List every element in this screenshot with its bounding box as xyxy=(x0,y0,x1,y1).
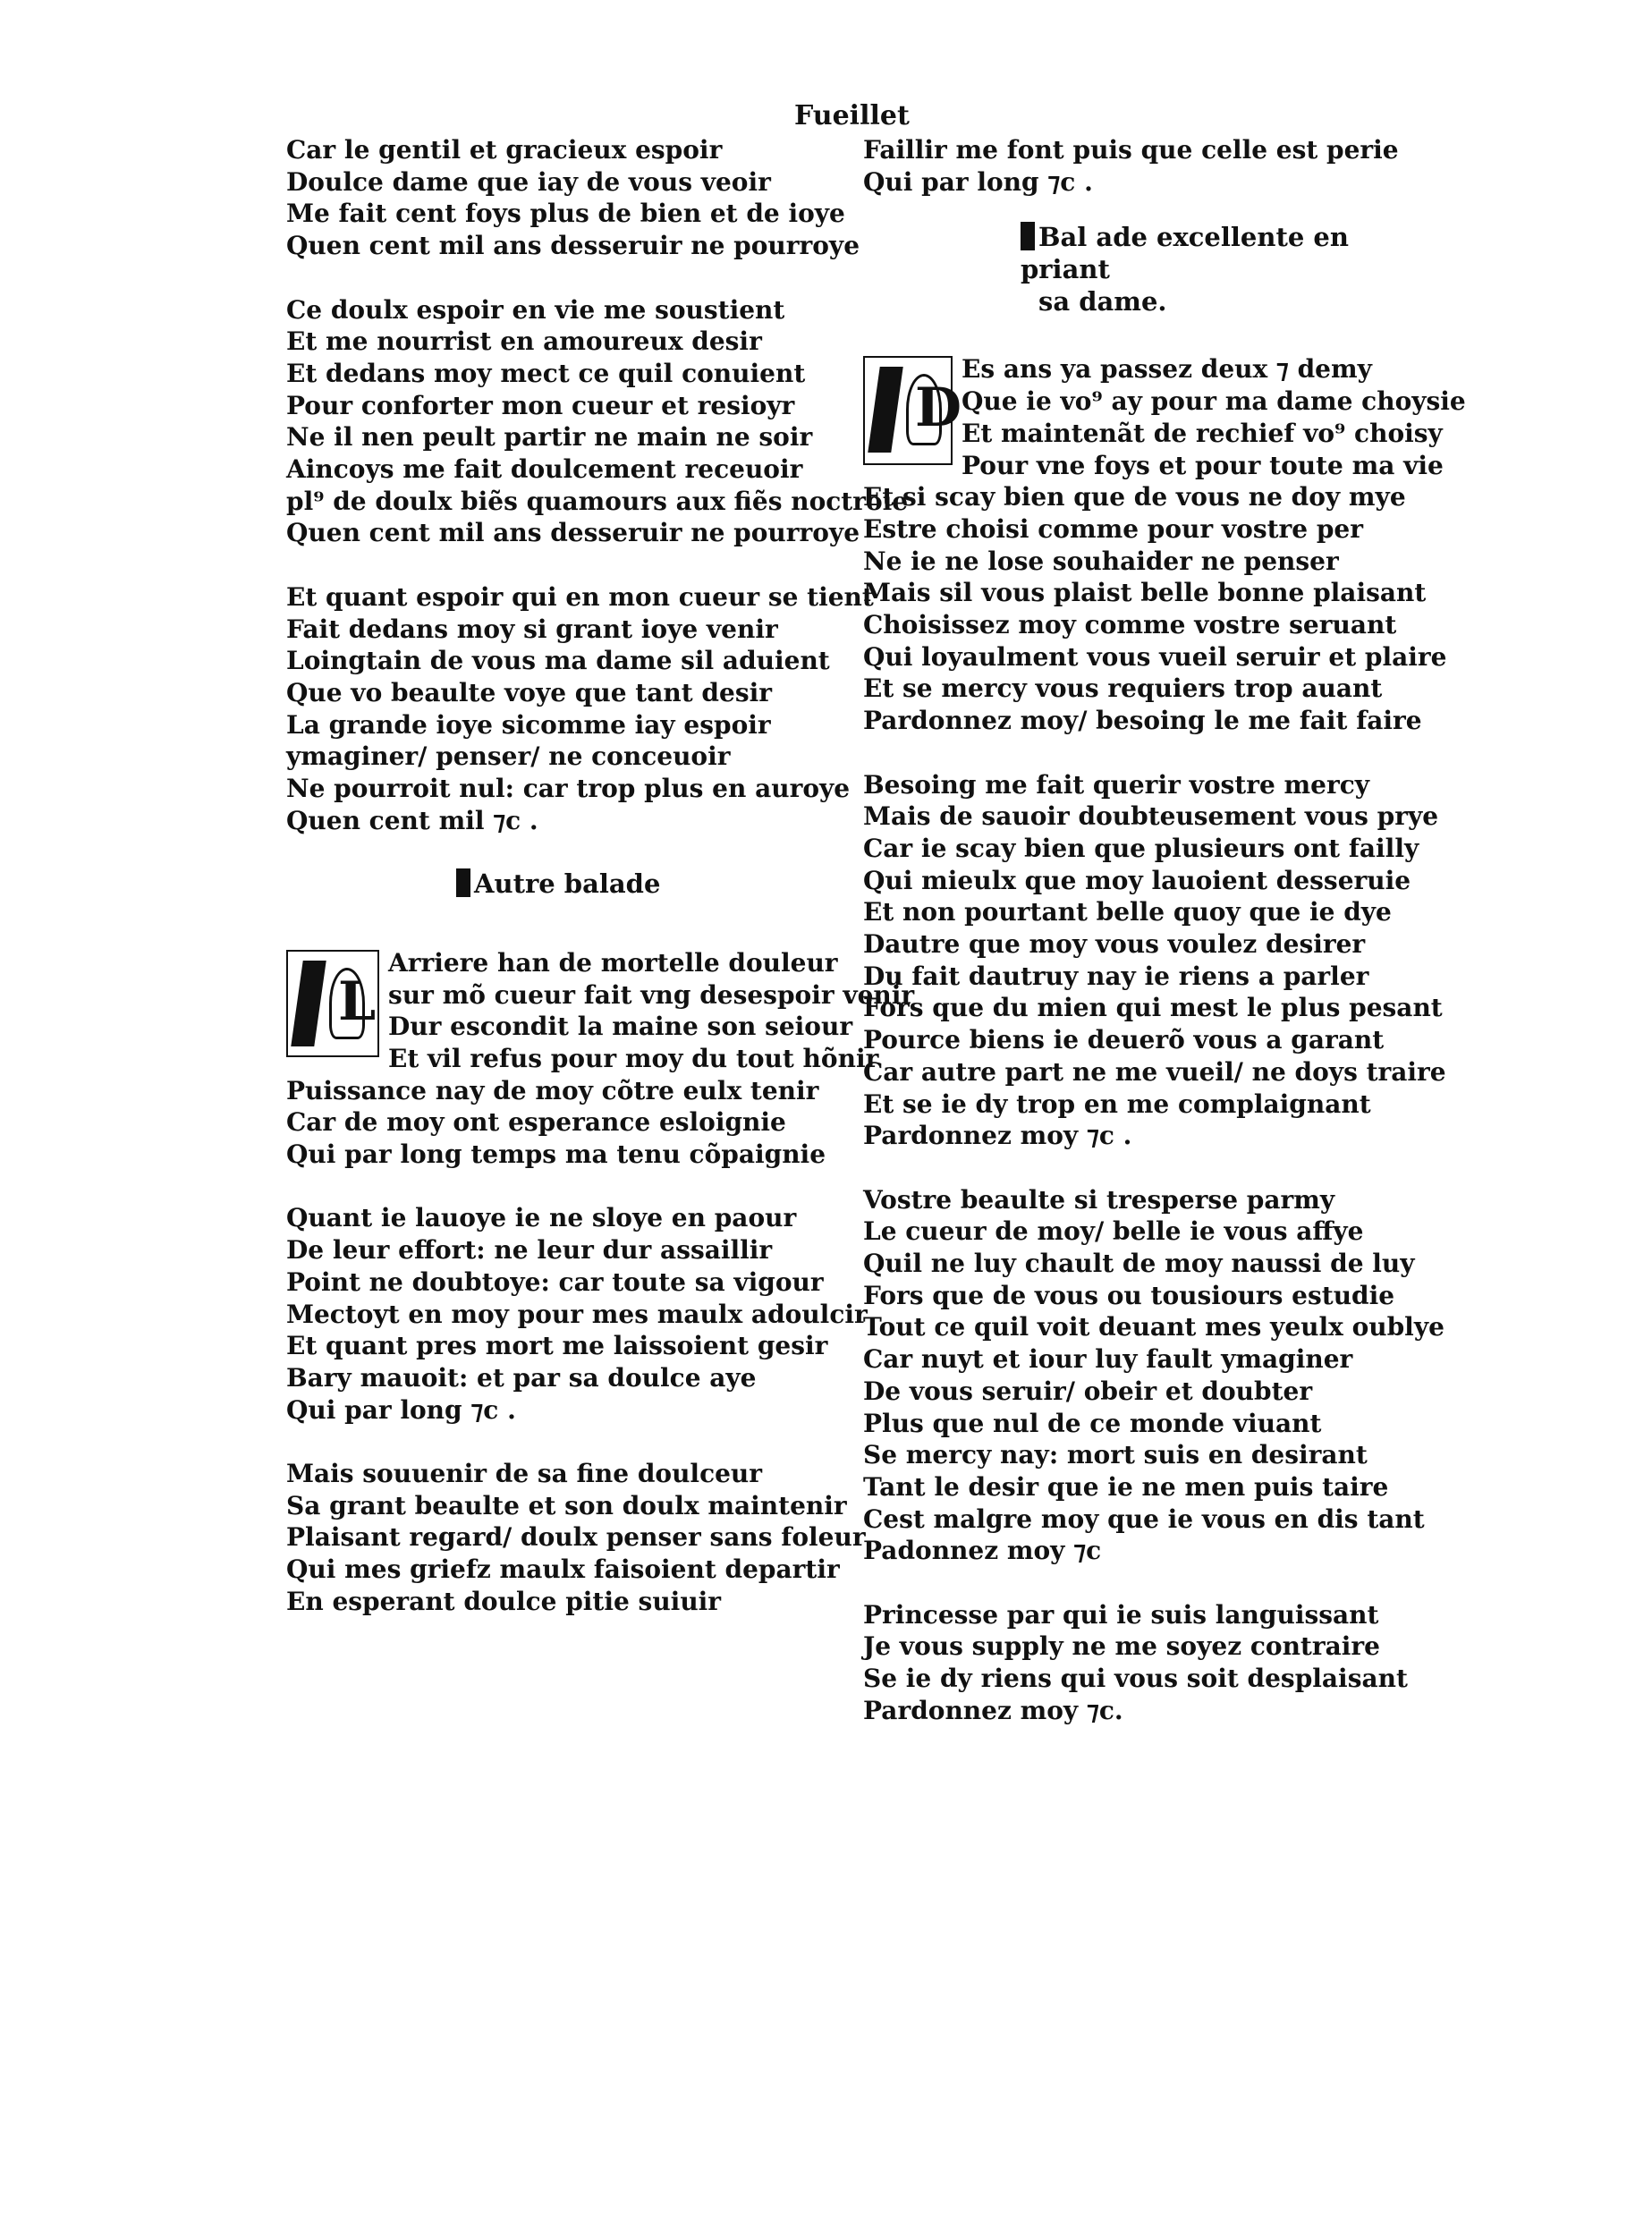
right-stanza-1 xyxy=(863,134,1400,198)
verse-line: Estre choisi comme pour vostre per xyxy=(863,513,1363,544)
verse-line: Qui mieulx que moy lauoient desseruie xyxy=(863,865,1411,895)
verse-line: Tout ce quil voit deuant mes yeulx oublye xyxy=(863,1312,1444,1342)
verse-line: De leur effort: ne leur dur assaillir xyxy=(286,1235,773,1266)
verse-line: Quen cent mil ans desseruir ne pourroye xyxy=(286,231,860,261)
verse-line: Doulce dame que iay de vous veoir xyxy=(286,166,771,197)
verse-line: Ne ie ne lose souhaider ne penser xyxy=(863,546,1339,576)
verse-line: Et quant pres mort me laissoient gesir xyxy=(286,1331,828,1361)
verse-line: ymaginer/ penser/ ne conceuoir xyxy=(286,741,731,772)
verse-line: Et non pourtant belle quoy que ie dye xyxy=(863,897,1392,927)
initial-letter: L xyxy=(338,970,377,1033)
verse-line: Sa grant beaulte et son doulx maintenir xyxy=(286,1490,847,1520)
running-head: Fueillet xyxy=(794,100,910,131)
verse-line: Se mercy nay: mort suis en desirant xyxy=(863,1440,1368,1470)
verse-line: Princesse par qui ie suis languissant xyxy=(863,1599,1379,1630)
verse-line: Ne il nen peult partir ne main ne soir xyxy=(286,422,813,453)
verse-line: Arriere han de mortelle douleur xyxy=(388,947,838,978)
verse-line: Point ne doubtoye: car toute sa vigour xyxy=(286,1266,824,1297)
left-stanza-6 xyxy=(286,1458,866,1618)
verse-line: pl⁹ de doulx biẽs quamours aux fiẽs noctroie xyxy=(286,486,909,516)
verse-line: Es ans ya passez deux ⁊ demy xyxy=(962,354,1372,385)
left-stanza-2 xyxy=(286,294,909,550)
verse-line: Choisissez moy comme vostre seruant xyxy=(863,610,1397,640)
verse-line: Faillir me font puis que celle est perie xyxy=(863,135,1399,165)
verse-line: Que vo beaulte voye que tant desir xyxy=(286,677,772,707)
verse-line: Du fait dautruy nay ie riens a parler xyxy=(863,961,1369,991)
left-column xyxy=(286,134,915,1649)
heading-text-line-2: sa dame. xyxy=(1038,286,1167,318)
verse-line: Aincoys me fait doulcement receuoir xyxy=(286,454,803,485)
initial-letter: D xyxy=(915,377,962,440)
verse-line: Je vous supply ne me soyez contraire xyxy=(863,1631,1380,1662)
verse-line: Dautre que moy vous voulez desirer xyxy=(863,929,1366,960)
verse-line: Qui mes griefz maulx faisoient departir xyxy=(286,1554,840,1585)
verse-line: Puissance nay de moy cõtre eulx tenir xyxy=(286,1075,819,1105)
verse-line: Quen cent mil ans desseruir ne pourroye xyxy=(286,518,860,548)
verse-line: Mais de sauoir doubteusement vous prye xyxy=(863,801,1439,832)
verse-line: Plaisant regard/ doulx penser sans foleur xyxy=(286,1522,866,1553)
verse-line: Et quant espoir qui en mon cueur se tient xyxy=(286,581,874,612)
verse-line: Quant ie lauoye ie ne sloye en paour xyxy=(286,1203,797,1233)
verse-line: Qui par long ⁊c . xyxy=(863,166,1093,197)
verse-line: Vostre beaulte si tresperse parmy xyxy=(863,1184,1335,1215)
right-column xyxy=(863,134,1466,1758)
verse-line: De vous seruir/ obeir et doubter xyxy=(863,1376,1313,1406)
verse-line: Mectoyt en moy pour mes maulx adoulcir xyxy=(286,1299,868,1329)
balade-excellente-heading xyxy=(1021,221,1400,318)
verse-line: Quil ne luy chault de moy naussi de luy xyxy=(863,1249,1415,1279)
right-stanza-2 xyxy=(863,353,1466,736)
verse-line: Plus que nul de ce monde viuant xyxy=(863,1408,1322,1438)
verse-line: Pour conforter mon cueur et resioyr xyxy=(286,390,795,420)
verse-line: Loingtain de vous ma dame sil aduient xyxy=(286,646,830,676)
left-stanza-4 xyxy=(286,947,915,1171)
verse-line: Et vil refus pour moy du tout hõnir xyxy=(388,1043,879,1073)
verse-line: Bary mauoit: et par sa doulce aye xyxy=(286,1362,757,1393)
verse-line: Pource biens ie deuerõ vous a garant xyxy=(863,1025,1385,1055)
verse-line: Fait dedans moy si grant ioye venir xyxy=(286,614,778,644)
heading-text-line-1: Bal ade excellente en priant xyxy=(1021,222,1349,285)
decorated-initial-icon xyxy=(286,950,379,1057)
verse-line: Car ie scay bien que plusieurs ont failly xyxy=(863,833,1419,863)
pilcrow-icon xyxy=(1021,222,1035,250)
verse-line: Dur escondit la maine son seiour xyxy=(388,1012,853,1042)
left-stanza-3 xyxy=(286,581,874,837)
verse-line: Ne pourroit nul: car trop plus en auroye xyxy=(286,774,851,804)
verse-line: Car autre part ne me vueil/ ne doys traire xyxy=(863,1056,1446,1087)
verse-line: Le cueur de moy/ belle ie vous affye xyxy=(863,1216,1364,1247)
verse-line: Pardonnez moy/ besoing le me fait faire xyxy=(863,706,1422,736)
verse-line: Fors que du mien qui mest le plus pesant xyxy=(863,993,1443,1023)
verse-line: Quen cent mil ⁊c . xyxy=(286,805,538,835)
verse-line: Qui par long ⁊c . xyxy=(286,1394,516,1425)
right-stanza-4 xyxy=(863,1184,1444,1567)
verse-line: Car nuyt et iour luy fault ymaginer xyxy=(863,1344,1353,1375)
verse-line: Et maintenãt de rechief vo⁹ choisy xyxy=(962,418,1443,448)
verse-line: Que ie vo⁹ ay pour ma dame choysie xyxy=(962,386,1466,417)
verse-line: Qui loyaulment vous vueil seruir et plaire xyxy=(863,641,1447,672)
verse-line: En esperant doulce pitie suiuir xyxy=(286,1586,722,1616)
verse-line: Ce doulx espoir en vie me soustient xyxy=(286,294,785,325)
verse-line: Car de moy ont esperance esloignie xyxy=(286,1107,786,1138)
verse-line: Fors que de vous ou tousiours estudie xyxy=(863,1280,1395,1310)
autre-balade-heading xyxy=(456,868,841,901)
verse-line: Pardonnez moy ⁊c. xyxy=(863,1695,1123,1725)
verse-line: Tant le desir que ie ne men puis taire xyxy=(863,1471,1389,1502)
verse-line: Cest malgre moy que ie vous en dis tant xyxy=(863,1503,1425,1534)
verse-line: Pour vne foys et pour toute ma vie xyxy=(962,450,1444,480)
verse-line: Me fait cent foys plus de bien et de ioye xyxy=(286,199,845,229)
heading-text: Autre balade xyxy=(474,868,661,900)
verse-line: Et se ie dy trop en me complaignant xyxy=(863,1088,1371,1119)
verse-line: Mais sil vous plaist belle bonne plaisant xyxy=(863,578,1427,608)
verse-line: Se ie dy riens qui vous soit desplaisant xyxy=(863,1664,1408,1694)
left-stanza-5 xyxy=(286,1202,868,1426)
right-stanza-5 xyxy=(863,1599,1408,1727)
pilcrow-icon xyxy=(456,868,470,897)
verse-line: Besoing me fait querir vostre mercy xyxy=(863,769,1370,800)
verse-line: La grande ioye sicomme iay espoir xyxy=(286,709,771,740)
verse-line: Qui par long temps ma tenu cõpaignie xyxy=(286,1139,826,1170)
right-stanza-3 xyxy=(863,769,1446,1152)
verse-line: Et dedans moy mect ce quil conuient xyxy=(286,358,806,388)
verse-line: Padonnez moy ⁊c xyxy=(863,1536,1102,1566)
verse-line: Et me nourrist en amoureux desir xyxy=(286,326,762,357)
verse-line: Car le gentil et gracieux espoir xyxy=(286,135,723,165)
left-stanza-1 xyxy=(286,134,860,262)
verse-line: Pardonnez moy ⁊c . xyxy=(863,1121,1132,1151)
verse-line: Et si scay bien que de vous ne doy mye xyxy=(863,482,1406,512)
decorated-initial-icon xyxy=(863,356,962,465)
verse-line: Mais souuenir de sa fine doulceur xyxy=(286,1459,763,1489)
verse-line: Et se mercy vous requiers trop auant xyxy=(863,673,1383,704)
verse-line: sur mõ cueur fait vng desespoir venir xyxy=(388,979,915,1010)
